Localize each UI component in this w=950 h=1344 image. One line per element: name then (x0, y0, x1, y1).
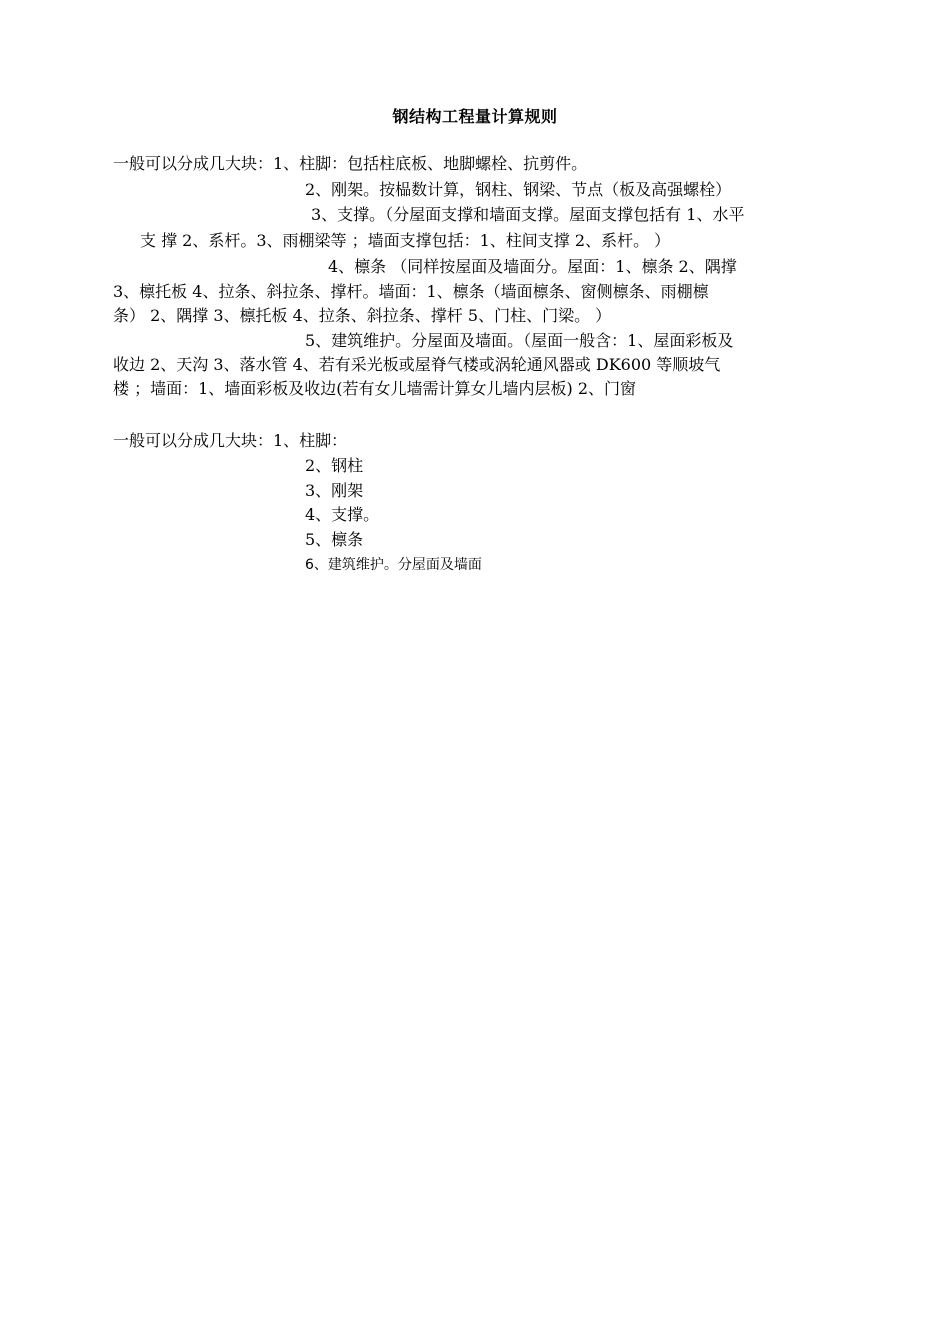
document-title: 钢结构工程量计算规则 (392, 107, 558, 126)
section2-line-2: 2、钢柱 (305, 456, 364, 475)
section2-line-5: 5、檩条 (305, 530, 364, 549)
section1-line-8: 5、建筑维护。分屋面及墙面。（屋面一般含：1、屋面彩板及 (305, 331, 734, 350)
section1-line-10: 楼 ；墙面：1、墙面彩板及收边(若有女儿墙需计算女儿墙内层板) 2、门窗 (113, 379, 637, 398)
section1-line-7: 条） 2、隅撑 3、檩托板 4、拉条、斜拉条、撑杆 5、门柱、门梁。 ） (113, 306, 612, 325)
section1-line-4: 支 撑 2、系杆。3、雨棚梁等 ；墙面支撑包括：1、柱间支撑 2、系杆。 ） (140, 231, 671, 250)
section1-line-6: 3、檩托板 4、拉条、斜拉条、撑杆。墙面：1、檩条（墙面檩条、窗侧檩条、雨棚檩 (113, 282, 709, 301)
section1-line-3: 3、支撑。（分屋面支撑和墙面支撑。屋面支撑包括有 1、水平 (311, 205, 745, 224)
section1-line-2: 2、刚架。按榀数计算，钢柱、钢梁、节点（板及高强螺栓） (305, 180, 732, 199)
section2-line-3: 3、刚架 (305, 481, 364, 500)
section2-line-4: 4、支撑。 (305, 505, 380, 524)
section2-line-6: 6、建筑维护。分屋面及墙面 (305, 557, 482, 573)
section2-line-1: 一般可以分成几大块：1、柱脚： (113, 431, 348, 450)
section1-line-9: 收边 2、天沟 3、落水管 4、若有采光板或屋脊气楼或涡轮通风器或 DK600 等顺坡气 (113, 355, 721, 374)
section1-line-1: 一般可以分成几大块：1、柱脚：包括柱底板、地脚螺栓、抗剪件。 (113, 154, 588, 173)
section1-line-5: 4、檩条 （同样按屋面及墙面分。屋面：1、檩条 2、隅撑 (328, 257, 737, 276)
